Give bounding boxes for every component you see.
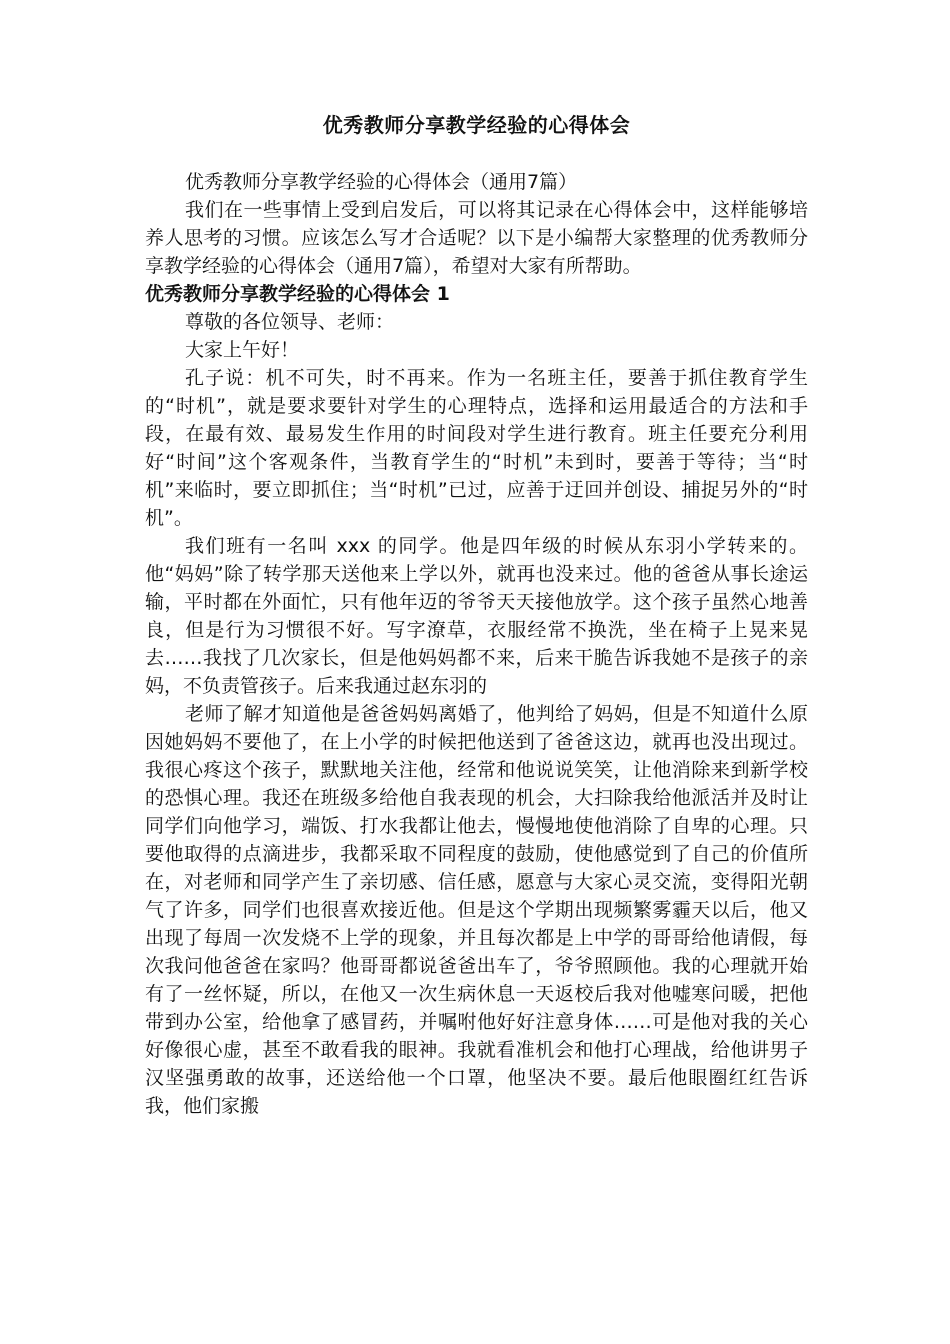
paragraph: 我们班有一名叫 xxx 的同学。他是四年级的时候从东羽小学转来的。他“妈妈”除了转学那天送他来上学以外，就再也没来过。他的爸爸从事长途运输，平时都在外面忙，只有他年迈的爷爷天天接他放学。这个孩子虽然心地善良，但是行为习惯很不好。写字潦草，衣服经常不换洗，坐在椅子上晃来晃去……我找了几次家长，但是他妈妈都不来，后来干脆告诉我她不是孩子的亲妈，不负责管孩子。后来我通过赵东羽的 [145,535,808,697]
document-body [145,168,808,1120]
section-heading: 优秀教师分享教学经验的心得体会 1 [145,283,450,305]
paragraph: 老师了解才知道他是爸爸妈妈离婚了，他判给了妈妈，但是不知道什么原因她妈妈不要他了，在上小学的时候把他送到了爸爸这边，就再也没出现过。我很心疼这个孩子，默默地关注他，经常和他说说笑笑，让他消除来到新学校的恐惧心理。我还在班级多给他自我表现的机会，大扫除我给他派活并及时让同学们向他学习，端饭、打水我都让他去，慢慢地使他消除了自卑的心理。只要他取得的点滴进步，我都采取不同程度的鼓励，使他感觉到了自己的价值所在，对老师和同学产生了亲切感、信任感，愿意与大家心灵交流，变得阳光朝气了许多，同学们也很喜欢接近他。但是这个学期出现频繁雾霾天以后，他又出现了每周一次发烧不上学的现象，并且每次都是上中学的哥哥给他请假，每次我问他爸爸在家吗？他哥哥都说爸爸出车了，爷爷照顾他。我的心理就开始有了一丝怀疑，所以，在他又一次生病休息一天返校后我对他嘘寒问暖，把他带到办公室，给他拿了感冒药，并嘱咐他好好注意身体……可是他对我的关心好像很心虚，甚至不敢看我的眼神。我就看准机会和他打心理战，给他讲男子汉坚强勇敢的故事，还送给他一个口罩，他坚决不要。最后他眼圈红红告诉我，他们家搬 [145,703,808,1117]
document-title: 优秀教师分享教学经验的心得体会 [322,113,631,137]
paragraph: 尊敬的各位领导、老师： [185,311,395,333]
paragraph: 优秀教师分享教学经验的心得体会（通用7篇） [185,171,578,193]
paragraph: 大家上午好！ [185,339,300,361]
paragraph: 我们在一些事情上受到启发后，可以将其记录在心得体会中，这样能够培养人思考的习惯。应该怎么写才合适呢？以下是小编帮大家整理的优秀教师分享教学经验的心得体会（通用7篇），希望对大家有所帮助。 [145,199,808,277]
document-page [145,110,808,1120]
paragraph: 孔子说：机不可失，时不再来。作为一名班主任，要善于抓住教育学生的“时机”，就是要求要针对学生的心理特点，选择和运用最适合的方法和手段，在最有效、最易发生作用的时间段对学生进行教育。班主任要充分利用好“时间”这个客观条件，当教育学生的“时机”未到时，要善于等待；当“时机”来临时，要立即抓住；当“时机”已过，应善于迂回并创设、捕捉另外的“时机”。 [145,367,808,529]
